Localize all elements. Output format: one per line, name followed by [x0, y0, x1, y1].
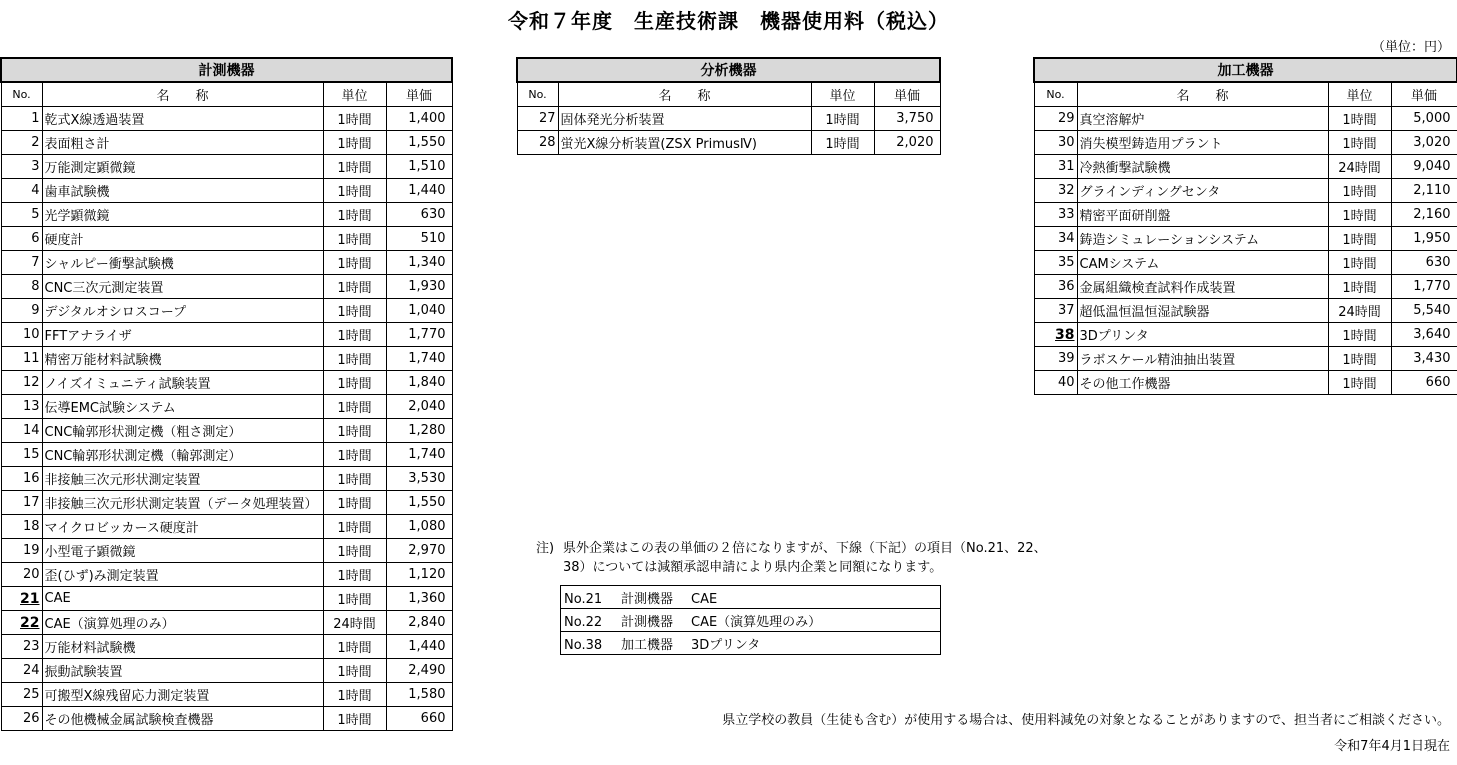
- cell-no: 5: [1, 203, 42, 227]
- header-no: No.: [1, 82, 42, 107]
- note: [536, 539, 1047, 577]
- table-row: [1, 707, 452, 731]
- cell-name: CNC輪郭形状測定機（輪郭測定）: [42, 443, 323, 467]
- cell-price: 630: [1391, 251, 1457, 275]
- cell-name: デジタルオシロスコープ: [42, 299, 323, 323]
- note-item-category: 計測機器: [621, 614, 674, 630]
- cell-unit: 1時間: [323, 683, 386, 707]
- table-measurement-equipment: [0, 57, 453, 731]
- cell-no: 36: [1034, 275, 1077, 299]
- cell-name: 万能測定顕微鏡: [42, 155, 323, 179]
- cell-unit: 1時間: [1328, 203, 1391, 227]
- cell-price: 1,340: [386, 251, 452, 275]
- cell-price: 510: [386, 227, 452, 251]
- table-row: [517, 131, 940, 155]
- cell-unit: 24時間: [1328, 155, 1391, 179]
- as-of-date: 令和7年4月1日現在: [1334, 739, 1450, 754]
- cell-price: 9,040: [1391, 155, 1457, 179]
- cell-price: 2,840: [386, 611, 452, 635]
- cell-unit: 1時間: [323, 371, 386, 395]
- table-row: [1, 491, 452, 515]
- cell-unit: 1時間: [323, 563, 386, 587]
- cell-name: 金属組織検査試料作成装置: [1077, 275, 1328, 299]
- cell-price: 3,530: [386, 467, 452, 491]
- cell-unit: 1時間: [323, 251, 386, 275]
- page-title: 令和７年度 生産技術課 機器使用料（税込）: [508, 9, 949, 33]
- table-row: [1034, 347, 1457, 371]
- cell-price: 1,930: [386, 275, 452, 299]
- cell-price: 1,510: [386, 155, 452, 179]
- cell-unit: 1時間: [323, 419, 386, 443]
- header-unit: 単位: [323, 82, 386, 107]
- footnote: 県立学校の教員（生徒も含む）が使用する場合は、使用料減免の対象となることがありますので、担当者にご相談ください。: [722, 713, 1450, 728]
- note-item-category: 計測機器: [621, 591, 674, 607]
- cell-no: 28: [517, 131, 558, 155]
- cell-name: ノイズイミュニティ試験装置: [42, 371, 323, 395]
- cell-price: 3,640: [1391, 323, 1457, 347]
- cell-price: 1,440: [386, 635, 452, 659]
- cell-name: 乾式X線透過装置: [42, 107, 323, 131]
- cell-no: 20: [1, 563, 42, 587]
- cell-name: 硬度計: [42, 227, 323, 251]
- cell-no: 37: [1034, 299, 1077, 323]
- cell-no: 2: [1, 131, 42, 155]
- cell-price: 5,000: [1391, 107, 1457, 131]
- cell-unit: 1時間: [323, 443, 386, 467]
- cell-unit: 1時間: [323, 395, 386, 419]
- note-item: [561, 632, 941, 655]
- table-row: [1, 155, 452, 179]
- cell-name: 万能材料試験機: [42, 635, 323, 659]
- cell-name: 超低温恒温恒湿試験器: [1077, 299, 1328, 323]
- cell-no: 1: [1, 107, 42, 131]
- cell-price: 1,550: [386, 131, 452, 155]
- cell-price: 1,040: [386, 299, 452, 323]
- cell-unit: 1時間: [1328, 347, 1391, 371]
- cell-price: 1,400: [386, 107, 452, 131]
- table-row: [1, 131, 452, 155]
- cell-no: 30: [1034, 131, 1077, 155]
- cell-unit: 1時間: [323, 179, 386, 203]
- cell-name: 蛍光X線分析装置(ZSX PrimusⅣ): [558, 131, 811, 155]
- cell-price: 1,120: [386, 563, 452, 587]
- table-row: [1, 251, 452, 275]
- table-row: [1034, 371, 1457, 395]
- unit-note: （単位：円）: [1371, 40, 1450, 55]
- cell-no: 34: [1034, 227, 1077, 251]
- cell-no: 25: [1, 683, 42, 707]
- cell-name: 冷熱衝撃試験機: [1077, 155, 1328, 179]
- cell-unit: 1時間: [323, 539, 386, 563]
- cell-unit: 1時間: [323, 587, 386, 611]
- table-row: [1, 467, 452, 491]
- cell-price: 1,770: [386, 323, 452, 347]
- note-item-no: No.21: [564, 591, 603, 607]
- cell-price: 5,540: [1391, 299, 1457, 323]
- cell-name: 3Dプリンタ: [1077, 323, 1328, 347]
- table-row: [1, 635, 452, 659]
- header-name: 名 称: [558, 82, 811, 107]
- cell-no: 6: [1, 227, 42, 251]
- cell-name: CAMシステム: [1077, 251, 1328, 275]
- cell-no: 12: [1, 371, 42, 395]
- cell-price: 660: [1391, 371, 1457, 395]
- cell-unit: 1時間: [323, 203, 386, 227]
- table-row: [1, 347, 452, 371]
- table-row: [1, 227, 452, 251]
- cell-name: 非接触三次元形状測定装置（データ処理装置）: [42, 491, 323, 515]
- table-row: [1034, 107, 1457, 131]
- cell-name: シャルピー衝撃試験機: [42, 251, 323, 275]
- cell-no: 18: [1, 515, 42, 539]
- header-name: 名 称: [1077, 82, 1328, 107]
- cell-name: 光学顕微鏡: [42, 203, 323, 227]
- cell-price: 2,040: [386, 395, 452, 419]
- cell-name: グラインディングセンタ: [1077, 179, 1328, 203]
- cell-no: 39: [1034, 347, 1077, 371]
- header-no: No.: [517, 82, 558, 107]
- note-line-1: 県外企業はこの表の単価の２倍になりますが、下線（下記）の項目（No.21、22、: [563, 541, 1047, 556]
- cell-price: 1,580: [386, 683, 452, 707]
- cell-unit: 24時間: [323, 611, 386, 635]
- cell-no: 38: [1034, 323, 1077, 347]
- cell-name: 精密万能材料試験機: [42, 347, 323, 371]
- cell-price: 1,360: [386, 587, 452, 611]
- category-title: 分析機器: [517, 58, 940, 82]
- header-unit: 単位: [811, 82, 874, 107]
- cell-no: 7: [1, 251, 42, 275]
- cell-price: 1,550: [386, 491, 452, 515]
- table-processing-equipment: [1033, 57, 1457, 395]
- cell-name: ラボスケール精油抽出装置: [1077, 347, 1328, 371]
- header-price: 単価: [874, 82, 940, 107]
- cell-no: 24: [1, 659, 42, 683]
- cell-price: 660: [386, 707, 452, 731]
- cell-name: 鋳造シミュレーションシステム: [1077, 227, 1328, 251]
- cell-no: 19: [1, 539, 42, 563]
- cell-unit: 1時間: [1328, 323, 1391, 347]
- note-item-name: CAE: [691, 591, 718, 607]
- cell-name: その他工作機器: [1077, 371, 1328, 395]
- cell-name: 非接触三次元形状測定装置: [42, 467, 323, 491]
- note-item-category: 加工機器: [621, 637, 674, 653]
- cell-unit: 1時間: [323, 491, 386, 515]
- cell-no: 33: [1034, 203, 1077, 227]
- table-row: [1034, 131, 1457, 155]
- note-item-no: No.38: [564, 637, 603, 653]
- header-no: No.: [1034, 82, 1077, 107]
- cell-name: 振動試験装置: [42, 659, 323, 683]
- cell-price: 1,770: [1391, 275, 1457, 299]
- cell-name: CAE（演算処理のみ）: [42, 611, 323, 635]
- cell-price: 630: [386, 203, 452, 227]
- table-row: [1, 203, 452, 227]
- cell-no: 23: [1, 635, 42, 659]
- cell-price: 3,430: [1391, 347, 1457, 371]
- cell-name: 表面粗さ計: [42, 131, 323, 155]
- cell-no: 15: [1, 443, 42, 467]
- cell-unit: 1時間: [811, 107, 874, 131]
- note-item: [561, 609, 941, 632]
- table-row: [1, 371, 452, 395]
- header-name: 名 称: [42, 82, 323, 107]
- cell-no: 11: [1, 347, 42, 371]
- note-item-name: 3Dプリンタ: [691, 637, 761, 653]
- cell-price: 3,020: [1391, 131, 1457, 155]
- note-item-no: No.22: [564, 614, 603, 630]
- table-row: [1, 515, 452, 539]
- cell-unit: 1時間: [1328, 227, 1391, 251]
- cell-no: 10: [1, 323, 42, 347]
- cell-price: 2,160: [1391, 203, 1457, 227]
- cell-no: 13: [1, 395, 42, 419]
- cell-no: 8: [1, 275, 42, 299]
- cell-unit: 24時間: [1328, 299, 1391, 323]
- cell-name: 歪(ひず)み測定装置: [42, 563, 323, 587]
- cell-unit: 1時間: [323, 323, 386, 347]
- note-item-name: CAE（演算処理のみ）: [691, 614, 822, 630]
- cell-no: 22: [1, 611, 42, 635]
- cell-unit: 1時間: [323, 131, 386, 155]
- cell-price: 1,080: [386, 515, 452, 539]
- cell-unit: 1時間: [323, 155, 386, 179]
- cell-name: 伝導EMC試験システム: [42, 395, 323, 419]
- table-row: [1, 443, 452, 467]
- cell-no: 21: [1, 587, 42, 611]
- cell-name: CNC三次元測定装置: [42, 275, 323, 299]
- cell-name: その他機械金属試験検査機器: [42, 707, 323, 731]
- table-row: [1034, 251, 1457, 275]
- table-row: [1, 395, 452, 419]
- cell-no: 3: [1, 155, 42, 179]
- cell-no: 26: [1, 707, 42, 731]
- table-row: [1034, 323, 1457, 347]
- table-row: [1034, 179, 1457, 203]
- header-price: 単価: [1391, 82, 1457, 107]
- cell-name: CNC輪郭形状測定機（粗さ測定）: [42, 419, 323, 443]
- cell-name: マイクロビッカース硬度計: [42, 515, 323, 539]
- table-row: [1, 275, 452, 299]
- table-row: [1034, 275, 1457, 299]
- table-row: [1, 323, 452, 347]
- cell-price: 2,110: [1391, 179, 1457, 203]
- cell-unit: 1時間: [323, 299, 386, 323]
- cell-no: 29: [1034, 107, 1077, 131]
- table-row: [517, 107, 940, 131]
- table-row: [1034, 203, 1457, 227]
- cell-price: 2,020: [874, 131, 940, 155]
- cell-unit: 1時間: [323, 347, 386, 371]
- cell-unit: 1時間: [1328, 107, 1391, 131]
- table-row: [1, 107, 452, 131]
- cell-unit: 1時間: [323, 227, 386, 251]
- table-row: [1, 179, 452, 203]
- table-row: [1, 683, 452, 707]
- cell-no: 35: [1034, 251, 1077, 275]
- cell-price: 1,740: [386, 347, 452, 371]
- cell-price: 3,750: [874, 107, 940, 131]
- cell-unit: 1時間: [323, 107, 386, 131]
- cell-price: 2,490: [386, 659, 452, 683]
- table-row: [1, 587, 452, 611]
- table-row: [1, 539, 452, 563]
- cell-no: 4: [1, 179, 42, 203]
- cell-unit: 1時間: [1328, 179, 1391, 203]
- cell-name: 消失模型鋳造用プラント: [1077, 131, 1328, 155]
- cell-no: 40: [1034, 371, 1077, 395]
- cell-unit: 1時間: [323, 635, 386, 659]
- cell-unit: 1時間: [323, 659, 386, 683]
- cell-name: 真空溶解炉: [1077, 107, 1328, 131]
- cell-price: 1,840: [386, 371, 452, 395]
- table-row: [1, 299, 452, 323]
- cell-price: 1,440: [386, 179, 452, 203]
- cell-no: 32: [1034, 179, 1077, 203]
- cell-no: 31: [1034, 155, 1077, 179]
- cell-unit: 1時間: [1328, 251, 1391, 275]
- cell-no: 14: [1, 419, 42, 443]
- table-row: [1034, 299, 1457, 323]
- table-row: [1034, 155, 1457, 179]
- cell-no: 16: [1, 467, 42, 491]
- cell-name: 歯車試験機: [42, 179, 323, 203]
- note-line-2: 38）については減額承認申請により県内企業と同額になります。: [563, 560, 943, 575]
- table-row: [1034, 227, 1457, 251]
- cell-unit: 1時間: [1328, 371, 1391, 395]
- cell-unit: 1時間: [323, 707, 386, 731]
- cell-unit: 1時間: [1328, 275, 1391, 299]
- category-title: 加工機器: [1034, 58, 1457, 82]
- note-items-table: [560, 585, 941, 655]
- cell-no: 17: [1, 491, 42, 515]
- header-unit: 単位: [1328, 82, 1391, 107]
- cell-unit: 1時間: [323, 275, 386, 299]
- cell-unit: 1時間: [811, 131, 874, 155]
- table-analysis-equipment: [516, 57, 941, 155]
- table-row: [1, 563, 452, 587]
- cell-unit: 1時間: [323, 515, 386, 539]
- cell-name: 固体発光分析装置: [558, 107, 811, 131]
- cell-name: 小型電子顕微鏡: [42, 539, 323, 563]
- note-item: [561, 586, 941, 609]
- table-row: [1, 611, 452, 635]
- cell-name: 可搬型X線残留応力測定装置: [42, 683, 323, 707]
- cell-no: 27: [517, 107, 558, 131]
- table-row: [1, 659, 452, 683]
- cell-unit: 1時間: [323, 467, 386, 491]
- cell-name: 精密平面研削盤: [1077, 203, 1328, 227]
- header-price: 単価: [386, 82, 452, 107]
- cell-name: CAE: [42, 587, 323, 611]
- cell-price: 1,280: [386, 419, 452, 443]
- category-title: 計測機器: [1, 58, 452, 82]
- cell-name: FFTアナライザ: [42, 323, 323, 347]
- note-mark: 注): [536, 541, 555, 556]
- cell-no: 9: [1, 299, 42, 323]
- cell-price: 1,950: [1391, 227, 1457, 251]
- table-row: [1, 419, 452, 443]
- cell-price: 2,970: [386, 539, 452, 563]
- cell-price: 1,740: [386, 443, 452, 467]
- cell-unit: 1時間: [1328, 131, 1391, 155]
